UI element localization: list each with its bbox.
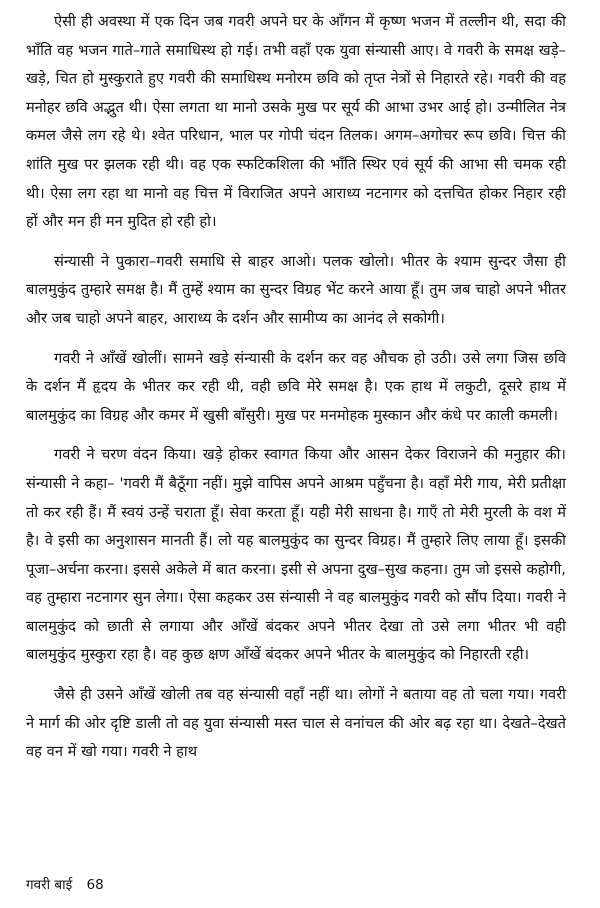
paragraph-2: संन्यासी ने पुकारा–गवरी समाधि से बाहर आओ। पलक खोलो। भीतर के श्याम सुन्दर जैसा ही बालमुकुंद तुम्हारे समक्ष है। मैं तुम्हें श्याम का सुन्दर विग्रह भेंट करने आया हूँ। तुम जब चाहो अपने भीतर और जब चाहो अपने बाहर, आराध्य के दर्शन और सामीप्य का आनंद ले सकोगी। [26, 252, 566, 327]
paragraph-3: गवरी ने आँखें खोलीं। सामने खड़े संन्यासी के दर्शन कर वह औचक हो उठी। उसे लगा जिस छवि के दर्शन मैं हृदय के भीतर कर रही थी, वही छवि मेरे समक्ष है। एक हाथ में लकुटी, दूसरे हाथ में बालमुकुंद का विग्रह और कमर में खुसी बाँसुरी। मुख पर मनमोहक मुस्कान और कंधे पर काली कमली। [26, 349, 566, 424]
paragraph-1: ऐसी ही अवस्था में एक दिन जब गवरी अपने घर के आँगन में कृष्ण भजन में तल्लीन थी, सदा की भाँति वह भजन गाते–गाते समाधिस्थ हो गई। तभी वहाँ एक युवा संन्यासी आए। वे गवरी के समक्ष खड़े–खड़े, चित हो मुस्कुराते हुए गवरी की समाधिस्थ मनोरम छवि को तृप्त नेत्रों से निहारते रहे। गवरी की वह मनोहर छवि अद्भुत थी। ऐसा लगता था मानो उसके मुख पर सूर्य की आभा उभर आई हो। उन्मीलित नेत्र कमल जैसे लग रहे थे। श्वेत परिधान, भाल पर गोपी चंदन तिलक। अगम–अगोचर रूप छवि। चित्त की शांति मुख पर झलक रही थी। वह एक स्फटिकशिला की भाँति स्थिर एवं सूर्य की आभा सी चमक रही थी। ऐसा लग रहा था मानो वह चित्त में विराजित अपने आराध्य नटनागर को दत्तचित होकर निहार रही हों और मन ही मन मुदित हो रही हो। [26, 13, 566, 231]
paragraph-4: गवरी ने चरण वंदन किया। खड़े होकर स्वागत किया और आसन देकर विराजने की मनुहार की। संन्यासी ने कहा– 'गवरी मैं बैठूँगा नहीं। मुझे वापिस अपने आश्रम पहुँचना है। वहाँ मेरी गाय, मेरी प्रतीक्षा तो कर रही हैं। मैं स्वयं उन्हें चराता हूँ। सेवा करता हूँ। यही मेरी साधना है। गाएँ तो मेरी मुरली के वश में है। वे इसी का अनुशासन मानती हैं। लो यह बालमुकुंद का सुन्दर विग्रह। मैं तुम्हारे लिए लाया हूँ। इसकी पूजा–अर्चना करना। इससे अकेले में बात करना। इसी से अपना दुख–सुख कहना। तुम जो इससे कहोगी, वह तुम्हारा नटनागर सुन लेगा। ऐसा कहकर उस संन्यासी ने वह बालमुकुंद गवरी को सौंप दिया। गवरी ने बालमुकुंद को छाती से लगाया और आँखें बंदकर अपने भीतर देखा तो उसे लगा भीतर भी वही बालमुकुंद मुस्कुरा रहा है। वह कुछ क्षण आँखें बंदकर अपने भीतर के बालमुकुंद को निहारती रही। [26, 446, 566, 664]
footer-book-title: गवरी बाई [26, 877, 73, 893]
page-footer [26, 875, 104, 895]
page-number: 68 [86, 877, 104, 893]
paragraph-5: जैसे ही उसने आँखें खोली तब वह संन्यासी वहाँ नहीं था। लोगों ने बताया वह तो चला गया। गवरी ने मार्ग की ओर दृष्टि डाली तो वह युवा संन्यासी मस्त चाल से वनांचल की ओर बढ़ रहा था। देखते–देखते वह वन में खो गया। गवरी ने हाथ [26, 686, 566, 761]
page-body [26, 8, 566, 778]
